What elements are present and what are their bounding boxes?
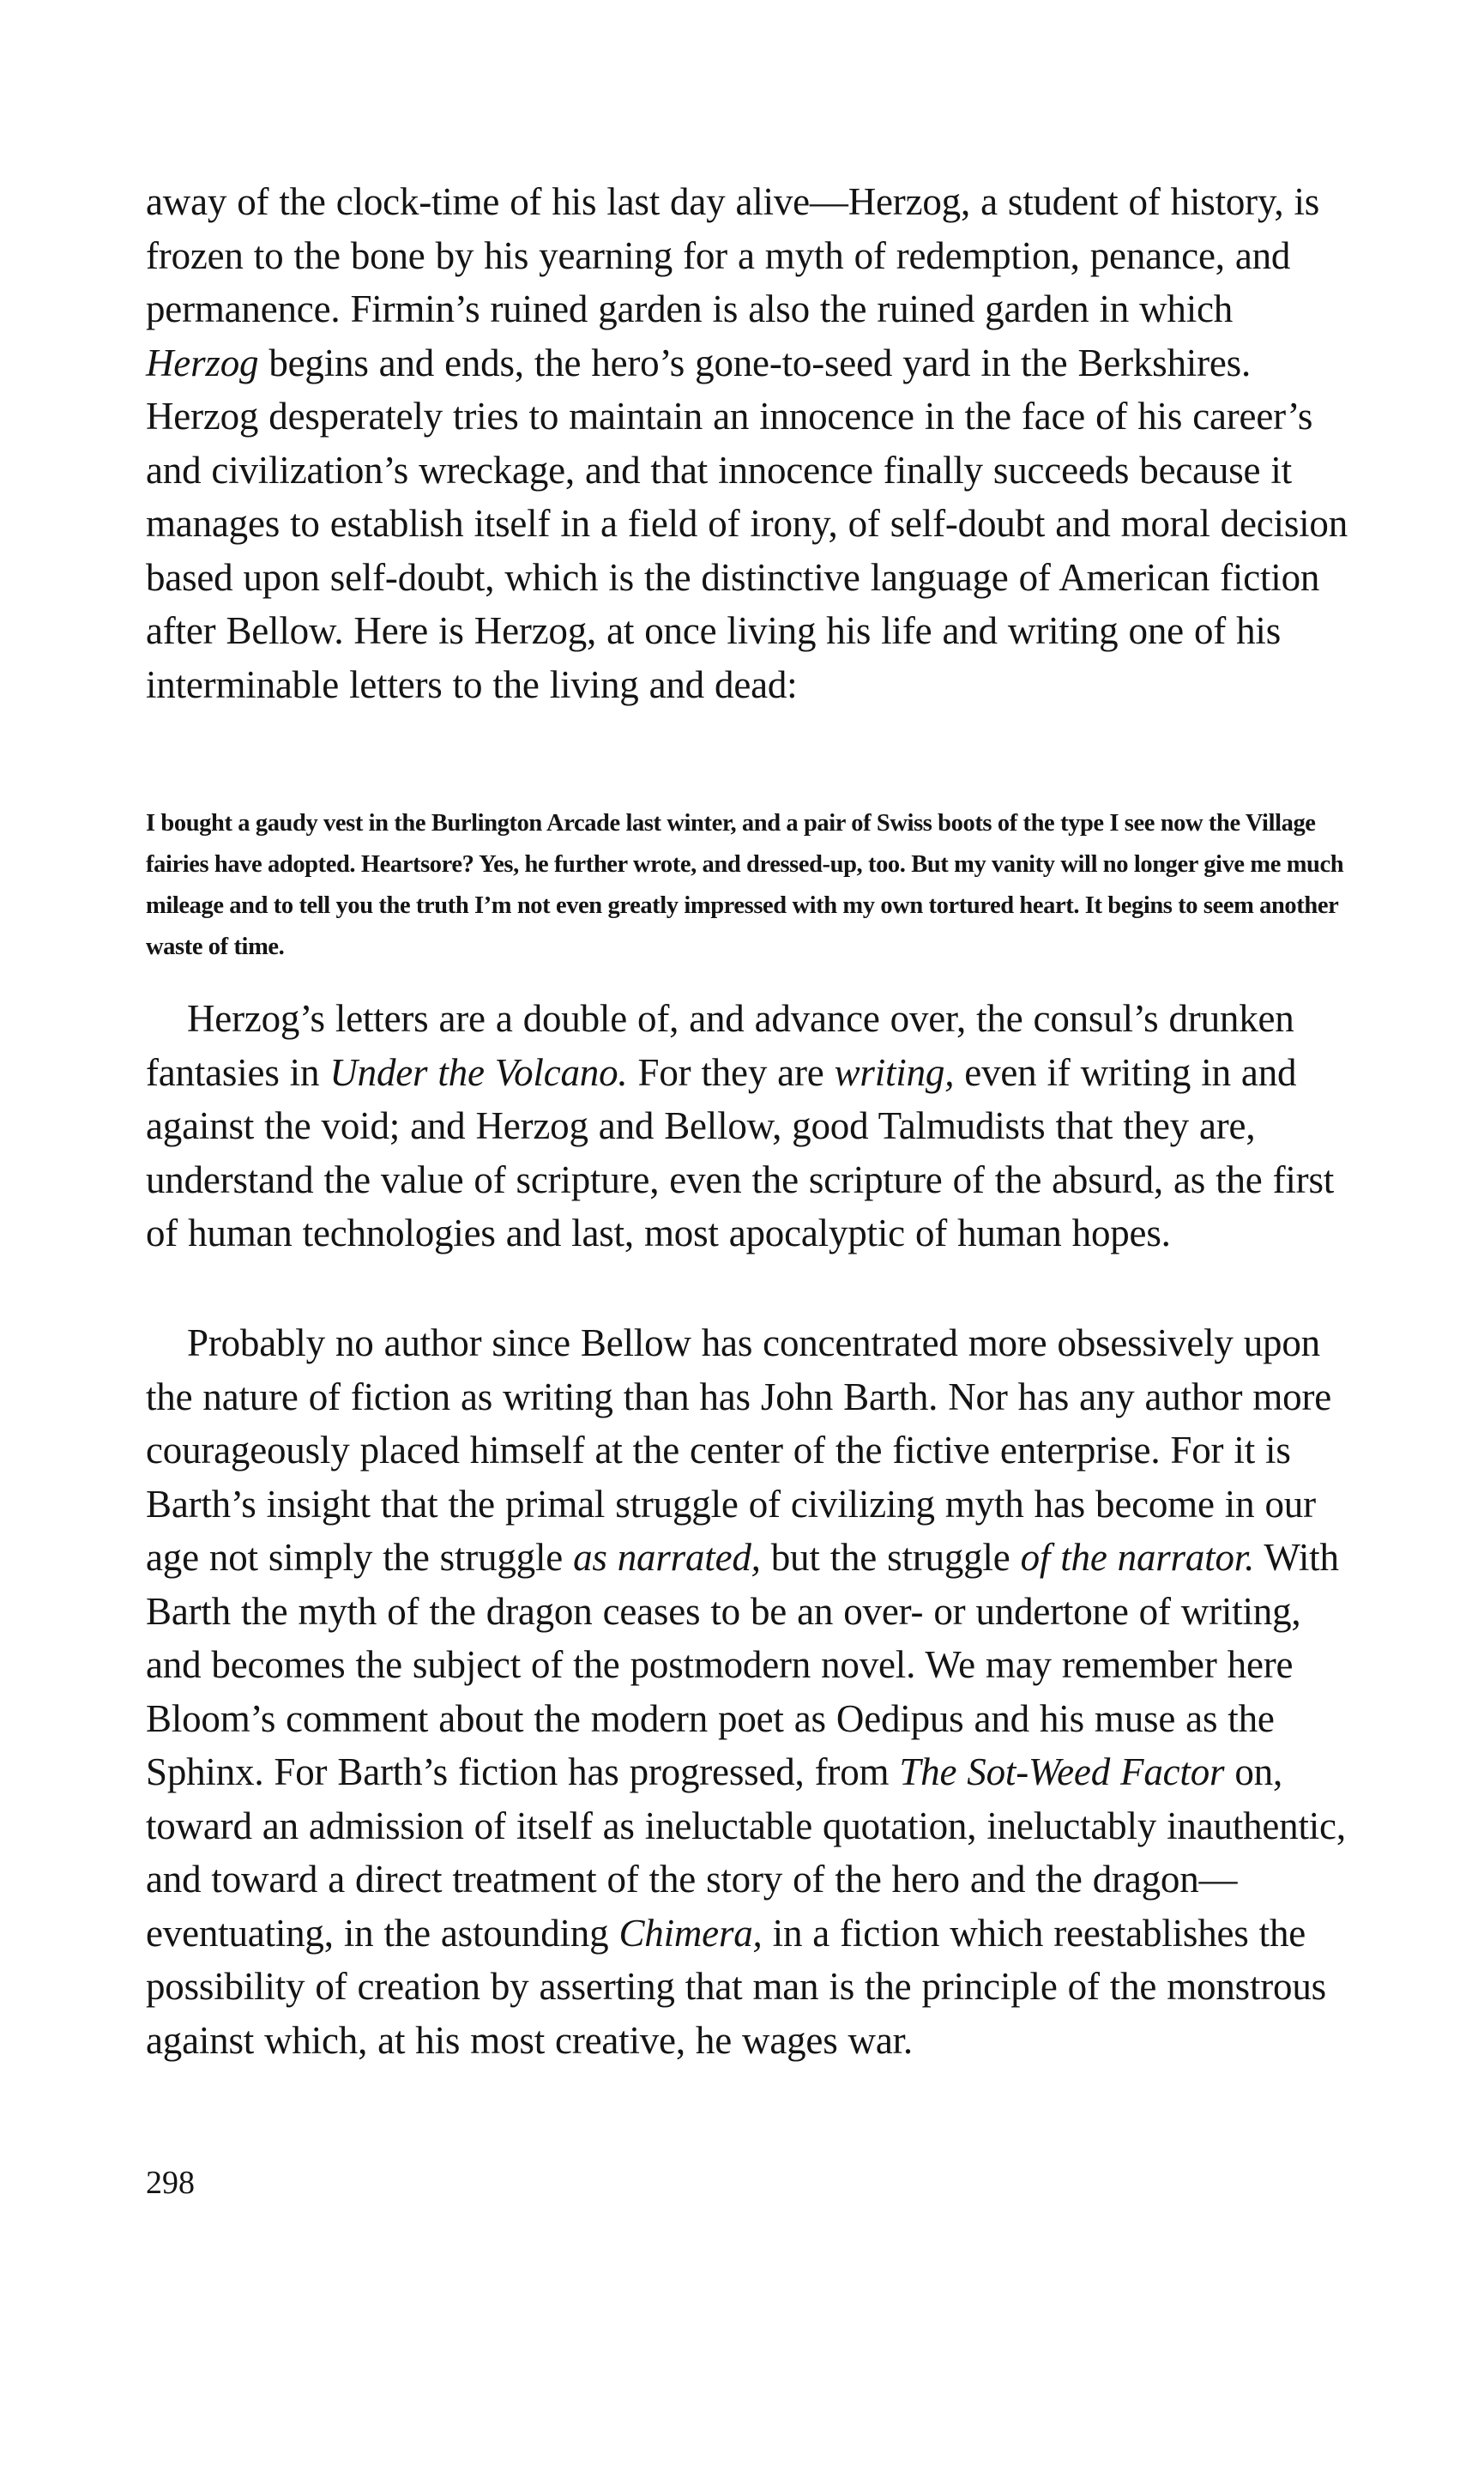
paragraph-2-text-c: even if writing in and against the void; and Herzog and Bellow, good Talmudists that they are, understand the value of scripture, even the scripture of the absurd, as the first of human technologies and last, most apocalyptic of human hopes. (146, 1050, 1335, 1254)
paragraph-2-title-volcano: Under the Volcano. (329, 1050, 628, 1094)
paragraph-3-text-d: on, toward an admission of itself as ineluctable quotation, ineluctably inauthentic, and toward a direct treatment of the story of the hero and the dragon—eventuating, in the astounding (146, 1750, 1346, 1955)
paragraph-2-em-writing: writing, (834, 1050, 955, 1094)
paragraph-3-em-as-narrated: as narrated, (573, 1536, 761, 1579)
paragraph-3-title-sot-weed: The Sot-Weed Factor (899, 1750, 1225, 1793)
paragraph-3-text-e: in a fiction which reestablishes the possibility of creation by asserting that man is the principle of the monstrous against which, at his most creative, he wages war. (146, 1911, 1326, 2062)
paragraph-3-text-c: With Barth the myth of the dragon ceases to be an over- or undertone of writing, and becomes the subject of the postmodern novel. We may remember here Bloom’s comment about the modern poet as Oedipus and his muse as the Sphinx. For Barth’s fiction has progressed, from (146, 1536, 1339, 1793)
block-quote: I bought a gaudy vest in the Burlington Arcade last winter, and a pair of Swiss boots of the type I see now the Village fairies have adopted. Heartsore? Yes, he further wrote, and dressed-up, too. But my vanity will no longer give me much mileage and to tell you the truth I’m not even greatly impressed with my own tortured heart. It begins to seem another waste of time. (146, 810, 1344, 960)
paragraph-1-title-herzog: Herzog (146, 341, 259, 384)
body-paragraph-3 (146, 1316, 1355, 2067)
paragraph-3-text-a: Probably no author since Bellow has concentrated more obsessively upon the nature of fiction as writing than has John Barth. Nor has any author more courageously placed himself at the center of the fictive enterprise. For it is Barth’s insight that the primal struggle of civilizing myth has become in our age not simply the struggle (146, 1321, 1331, 1579)
body-paragraph-1 (146, 175, 1355, 711)
paragraph-1-text-rest: begins and ends, the hero’s gone-to-seed yard in the Berkshires. Herzog desperately tries to maintain an innocence in the face of his career’s and civilization’s wreckage, and that innocence finally succeeds because it manages to establish itself in a field of irony, of self-doubt and moral decision based upon self-doubt, which is the distinctive language of American fiction after Bellow. Here is Herzog, at once living his life and writing one of his interminable letters to the living and dead: (146, 341, 1348, 706)
body-paragraph-2 (146, 992, 1355, 1260)
paragraph-2-text-a: Herzog’s letters are a double of, and advance over, the consul’s drunken fantasies in (146, 997, 1294, 1094)
paragraph-3-title-chimera: Chimera, (618, 1911, 763, 1955)
page-number: 298 (146, 2165, 195, 2201)
paragraph-2-text-b: For they are (627, 1050, 835, 1094)
paragraph-3-em-of-the-narrator: of the narrator. (1020, 1536, 1255, 1579)
paragraph-1-text: away of the clock-time of his last day alive—Herzog, a student of history, is frozen to the bone by his yearning for a myth of redemption, penance, and permanence. Firmin’s ruined garden is also the ruined garden in which (146, 180, 1320, 330)
paragraph-3-text-b: but the struggle (760, 1536, 1021, 1579)
